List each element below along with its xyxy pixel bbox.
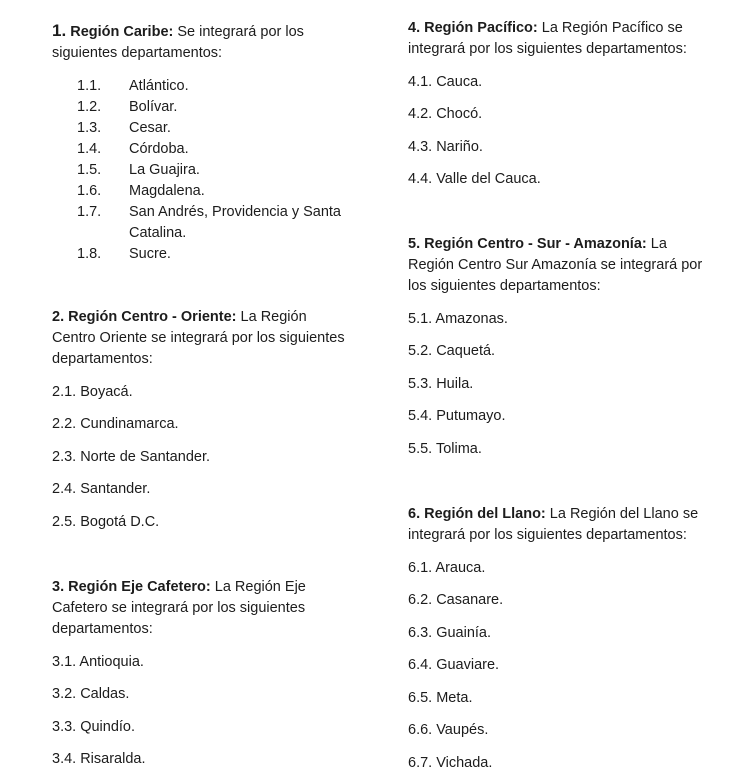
department-list <box>52 652 352 771</box>
region-title: 4. Región Pacífico: <box>408 20 538 36</box>
list-item: 5.3. Huila. <box>408 375 474 392</box>
list-item: 2.1. Boyacá. <box>52 383 133 400</box>
department-list <box>408 309 708 460</box>
region-intro <box>408 18 708 60</box>
list-item: 1.4. Córdoba. <box>77 141 189 157</box>
region-title: Región Caribe: <box>70 24 174 40</box>
list-item: 4.2. Chocó. <box>408 106 483 122</box>
list-item: 2.5. Bogotá D.C. <box>52 513 160 530</box>
region-centro-oriente <box>52 307 352 533</box>
region-intro <box>408 234 708 297</box>
department-list <box>52 382 352 533</box>
region-intro <box>52 307 352 370</box>
department-list <box>52 76 352 265</box>
list-item: 1.1. Atlántico. <box>77 78 189 94</box>
list-item: 4.3. Nariño. <box>408 138 483 155</box>
department-list <box>408 72 708 191</box>
list-item: 6.3. Guainía. <box>408 624 492 641</box>
list-item: 3.2. Caldas. <box>52 686 130 702</box>
region-description: Se integrará por los siguientes departamentos: <box>52 24 304 61</box>
region-title: 6. Región del Llano: <box>408 506 546 522</box>
list-item: 6.1. Arauca. <box>408 559 486 576</box>
list-item: 1.8. Sucre. <box>77 246 171 262</box>
region-description: La Región Eje Cafetero se integrará por los siguientes departamentos: <box>52 579 306 637</box>
region-description: La Región Centro Sur Amazonía se integrará por los siguientes departamentos: <box>408 236 703 294</box>
region-description: La Región del Llano se integrará por los siguientes departamentos: <box>408 506 699 543</box>
region-intro <box>408 504 708 546</box>
region-title: 2. Región Centro - Oriente: <box>52 309 237 325</box>
list-item: 5.2. Caquetá. <box>408 343 496 359</box>
list-item: 2.4. Santander. <box>52 481 151 497</box>
list-item: 1.3. Cesar. <box>77 120 171 136</box>
region-description: La Región Pacífico se integrará por los siguientes departamentos: <box>408 20 687 57</box>
list-item: 3.3. Quindío. <box>52 718 136 735</box>
list-item: 5.5. Tolima. <box>408 440 482 457</box>
list-item: 1.5. La Guajira. <box>77 162 200 178</box>
region-pacifico <box>408 18 708 190</box>
region-eje-cafetero <box>52 577 352 770</box>
department-list <box>408 558 708 774</box>
list-item: 3.1. Antioquia. <box>52 653 144 670</box>
list-item: 4.4. Valle del Cauca. <box>408 171 541 187</box>
region-description: La Región Centro Oriente se integrará por los siguientes departamentos: <box>52 309 345 367</box>
list-item: 1.7. San Andrés, Providencia y Santa Catalina. <box>77 204 341 241</box>
list-item: 2.2. Cundinamarca. <box>52 416 179 432</box>
list-item: 4.1. Cauca. <box>408 73 483 90</box>
list-item: 1.2. Bolívar. <box>77 99 178 115</box>
region-centro-sur-amazonia <box>408 234 708 460</box>
region-intro <box>52 577 352 640</box>
list-item: 6.5. Meta. <box>408 689 473 706</box>
region-title: 5. Región Centro - Sur - Amazonía: <box>408 236 647 252</box>
list-item: 1.6. Magdalena. <box>77 183 205 199</box>
region-intro <box>52 20 352 64</box>
region-title: 3. Región Eje Cafetero: <box>52 579 211 595</box>
region-caribe <box>52 20 352 265</box>
list-item: 6.6. Vaupés. <box>408 722 489 738</box>
region-del-llano <box>408 504 708 774</box>
list-item: 6.2. Casanare. <box>408 592 504 608</box>
list-item: 5.1. Amazonas. <box>408 310 508 327</box>
list-item: 3.4. Risaralda. <box>52 751 146 767</box>
list-item: 5.4. Putumayo. <box>408 408 506 424</box>
list-item: 6.7. Vichada. <box>408 754 493 771</box>
list-item: 6.4. Guaviare. <box>408 657 500 673</box>
list-item: 2.3. Norte de Santander. <box>52 448 210 465</box>
region-number: 1. <box>52 21 67 40</box>
